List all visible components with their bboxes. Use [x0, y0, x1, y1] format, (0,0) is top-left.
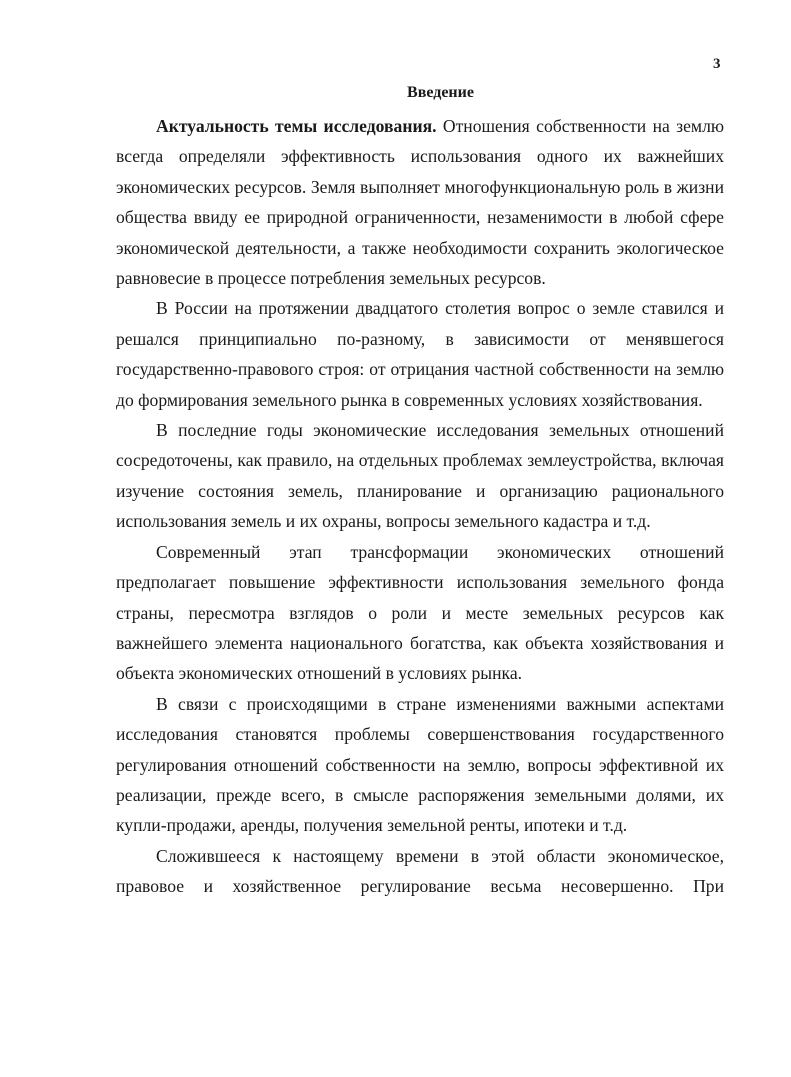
paragraph: [116, 841, 724, 902]
page-number: 3: [713, 56, 721, 72]
paragraph-text: В России на протяжении двадцатого столетия вопрос о земле ставился и решался принципиально по-разному, в зависимости от менявшегося государственно-правового строя: от отрицания частной собственности на землю до формирования земельного рынка в современных условиях хозяйствования.: [116, 298, 724, 410]
paragraph-text: Отношения собственности на землю всегда определяли эффективность использования одного их важнейших экономических ресурсов. Земля выполняет многофункциональную роль в жизни общества ввиду ее природной ограниченности, незаменимости в любой сфере экономической деятельности, а также необходимости сохранить экологическое равновесие в процессе потребления земельных ресурсов.: [116, 116, 724, 289]
paragraph: [116, 293, 724, 415]
paragraph-text: В последние годы экономические исследования земельных отношений сосредоточены, как правило, на отдельных проблемах землеустройства, включая изучение состояния земель, планирование и организацию рационального использования земель и их охраны, вопросы земельного кадастра и т.д.: [116, 420, 724, 532]
paragraph: [116, 689, 724, 841]
document-body: [116, 111, 724, 902]
paragraph-lead: Актуальность темы исследования.: [156, 116, 437, 136]
paragraph: [116, 415, 724, 537]
section-title: Введение: [407, 84, 474, 101]
paragraph-text: Сложившееся к настоящему времени в этой области экономическое, правовое и хозяйственное регулирование весьма несовершенно. При: [116, 845, 724, 897]
paragraph-text: Современный этап трансформации экономических отношений предполагает повышение эффективности использования земельного фонда страны, пересмотра взглядов о роли и месте земельных ресурсов как важнейшего элемента национального богатства, как объекта хозяйствования и объекта экономических отношений в условиях рынка.: [116, 541, 724, 684]
paragraph-text: В связи с происходящими в стране изменениями важными аспектами исследования становятся проблемы совершенствования государственного регулирования отношений собственности на землю, вопросы эффективной их реализации, прежде всего, в смысле распоряжения земельными долями, их купли-продажи, аренды, получения земельной ренты, ипотеки и т.д.: [116, 693, 724, 836]
paragraph: [116, 537, 724, 689]
paragraph: [116, 111, 724, 293]
